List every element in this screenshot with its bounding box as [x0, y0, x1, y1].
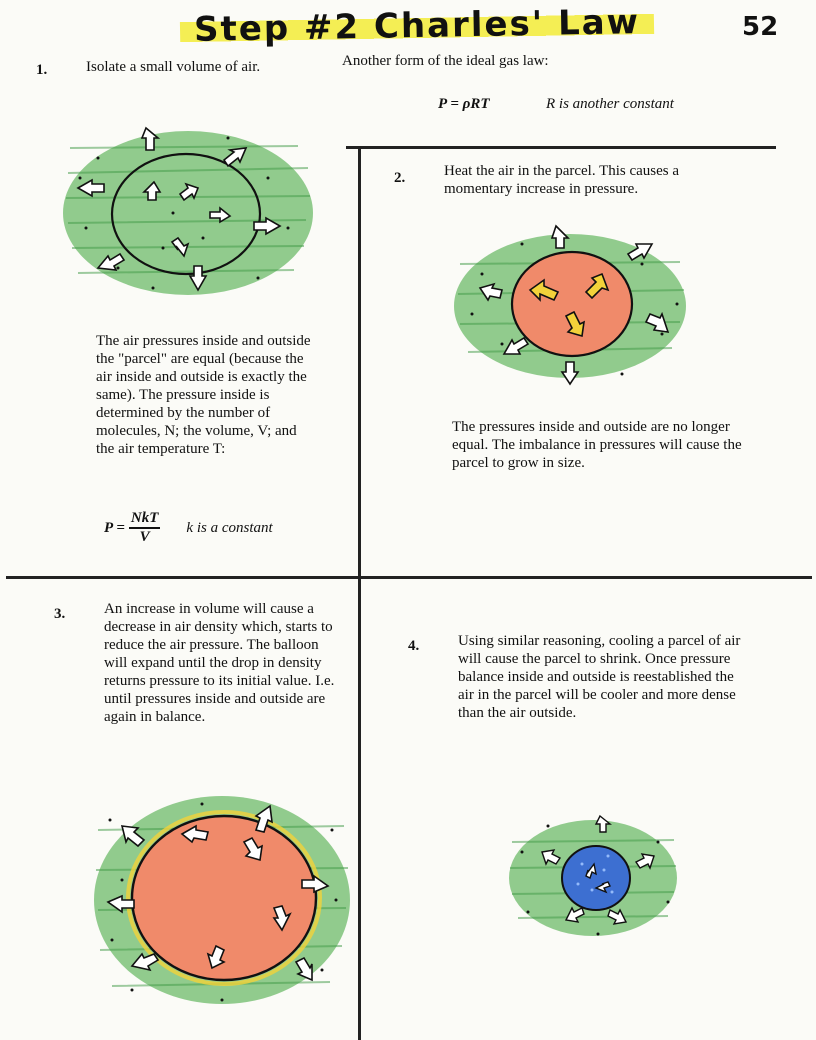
step-4-number: 4.: [408, 638, 420, 654]
ideal-gas-note: R is another constant: [546, 96, 674, 112]
parcel-diagram-2: [452, 224, 692, 394]
step-2-number: 2.: [394, 170, 406, 186]
ideal-gas-equation-1: [104, 510, 273, 546]
divider-top-right: [346, 146, 776, 149]
page-number: 52: [742, 12, 779, 42]
step-2-intro: Heat the air in the parcel. This causes a momentary increase in pressure.: [444, 163, 680, 197]
parcel-diagram-4: [508, 812, 678, 942]
equation-1-note: k is a constant: [186, 519, 273, 536]
equation-1-denominator: V: [139, 529, 150, 545]
equation-1-fraction: [129, 510, 161, 546]
step-1-intro: Isolate a small volume of air.: [86, 59, 261, 75]
page-title: Step #2 Charles' Law: [180, 2, 655, 50]
step-2-explanation: The pressures inside and outside are no longer equal. The imbalance in pressures will cause the parcel to grow in size.: [452, 419, 742, 471]
step-4-explanation: Using similar reasoning, cooling a parcel of air will cause the parcel to shrink. Once pressure balance inside and outside is reestablished the air in the parcel will be cooler and more dense than the air outside.: [458, 633, 741, 721]
step-3-number: 3.: [54, 606, 66, 622]
step-1-explanation: The air pressures inside and outside the "parcel" are equal (because the air inside and outside is exactly the same). The pressure inside is determined by the number of molecules, N; the volume, V; and the air temperature T:: [96, 333, 311, 457]
equation-1-numerator: NkT: [129, 510, 161, 529]
ideal-gas-equation-2: P = ρRT: [438, 96, 490, 112]
parcel-diagram-3: [92, 790, 352, 1010]
step-1-number: 1.: [36, 62, 48, 78]
divider-vertical: [358, 148, 361, 1040]
step-3-explanation: An increase in volume will cause a decrease in air density which, starts to reduce the air pressure. The balloon will expand until the drop in density returns pressure to its initial value. I.e. until pressures inside and outside are again in balance.: [104, 601, 335, 725]
parcel-diagram-1: [58, 118, 318, 308]
equation-1-lhs: P =: [104, 519, 125, 536]
divider-middle: [6, 576, 812, 579]
ideal-gas-intro: Another form of the ideal gas law:: [342, 53, 549, 69]
